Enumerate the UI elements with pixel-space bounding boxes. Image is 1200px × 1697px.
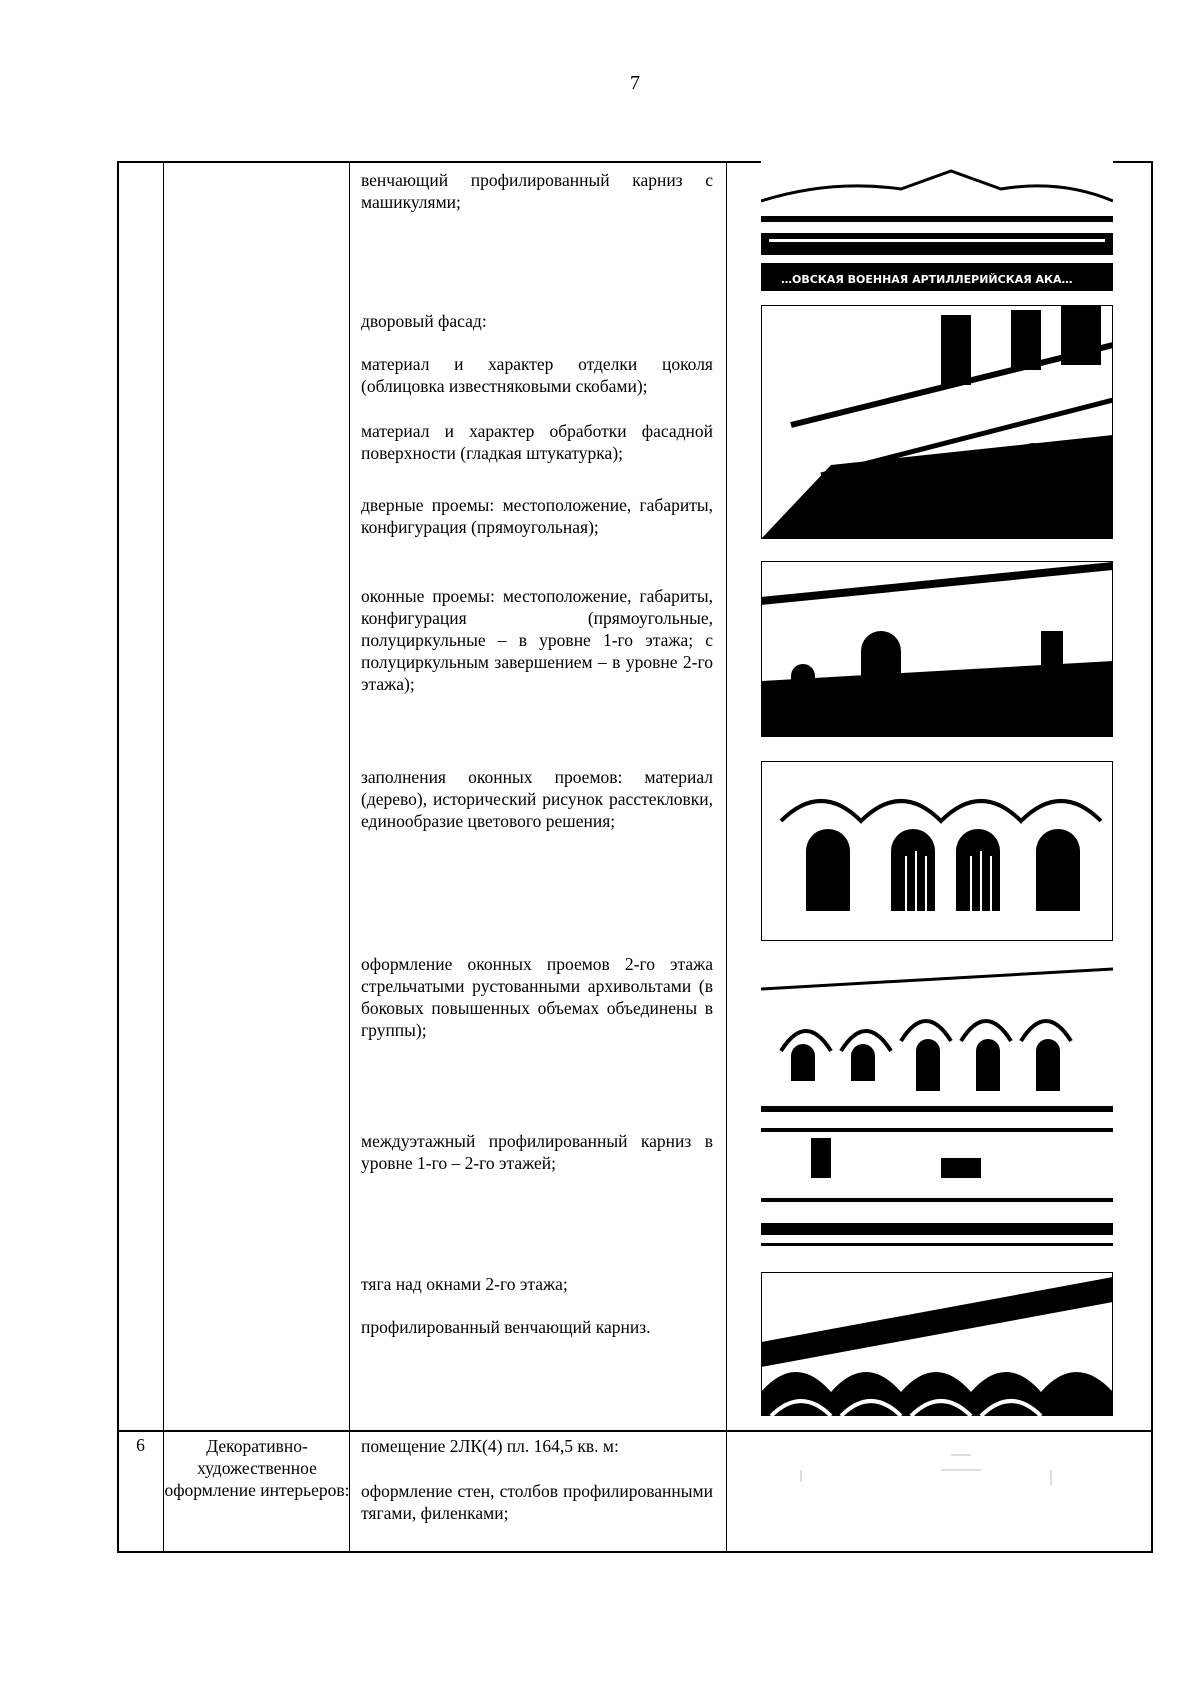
facade-item-plinth: материал и характер отделки цоколя (облицовка известняковыми скобами); — [361, 354, 713, 396]
facade-item-courtyard-facade: дворовый фасад: — [361, 311, 487, 331]
facade-item-crowning-cornice-2: профилированный венчающий карниз. — [361, 1317, 651, 1337]
page-number: 7 — [630, 72, 640, 94]
row-6-walls: оформление стен, столбов профилированными тягами, филенками; — [361, 1481, 713, 1523]
row-6-number: 6 — [136, 1435, 145, 1455]
row-6-name: Декоративно-художественное оформление интерьеров: — [164, 1436, 350, 1500]
photo-interfloor-cornice — [761, 1128, 1113, 1254]
photo-windows-first-floor — [761, 561, 1113, 737]
column-divider — [726, 163, 727, 1551]
photo-crowning-cornice — [761, 1272, 1113, 1416]
facade-item-archivolts: оформление оконных проемов 2-го этажа стрельчатыми рустованными архивольтами (в боковых повышенных объемах объединены в группы); — [361, 954, 713, 1040]
row-6-room: помещение 2ЛК(4) пл. 164,5 кв. м: — [361, 1436, 619, 1456]
row-divider — [119, 1430, 1151, 1432]
column-divider — [349, 163, 350, 1551]
facade-item-crowning-cornice: венчающий профилированный карниз с машикулями; — [361, 170, 713, 212]
facade-item-band: тяга над окнами 2-го этажа; — [361, 1274, 568, 1294]
sign-text: …ОВСКАЯ ВОЕННАЯ АРТИЛЛЕРИЙСКАЯ АКА… — [781, 273, 1073, 286]
photo-courtyard-facade — [761, 305, 1113, 539]
photo-window-fillings — [761, 761, 1113, 941]
facade-item-doors: дверные проемы: местоположение, габариты, конфигурация (прямоугольная); — [361, 495, 713, 537]
facade-item-window-fillings: заполнения оконных проемов: материал (дерево), исторический рисунок расстекловки, единообразие цветового решения; — [361, 767, 713, 831]
column-divider — [163, 163, 164, 1551]
facade-item-surface: материал и характер обработки фасадной поверхности (гладкая штукатурка); — [361, 421, 713, 463]
photo-cornice-machicolations — [761, 161, 1113, 293]
photo-archivolts — [761, 961, 1113, 1117]
facade-item-interfloor-cornice: междуэтажный профилированный карниз в уровне 1-го – 2-го этажей; — [361, 1131, 713, 1173]
facade-item-windows: оконные проемы: местоположение, габариты, конфигурация (прямоугольные, полуциркульные – в уровне 1-го этажа; с полуциркульным завершением – в уровне 2-го этажа); — [361, 586, 713, 694]
photo-interior-faint — [761, 1440, 1113, 1500]
